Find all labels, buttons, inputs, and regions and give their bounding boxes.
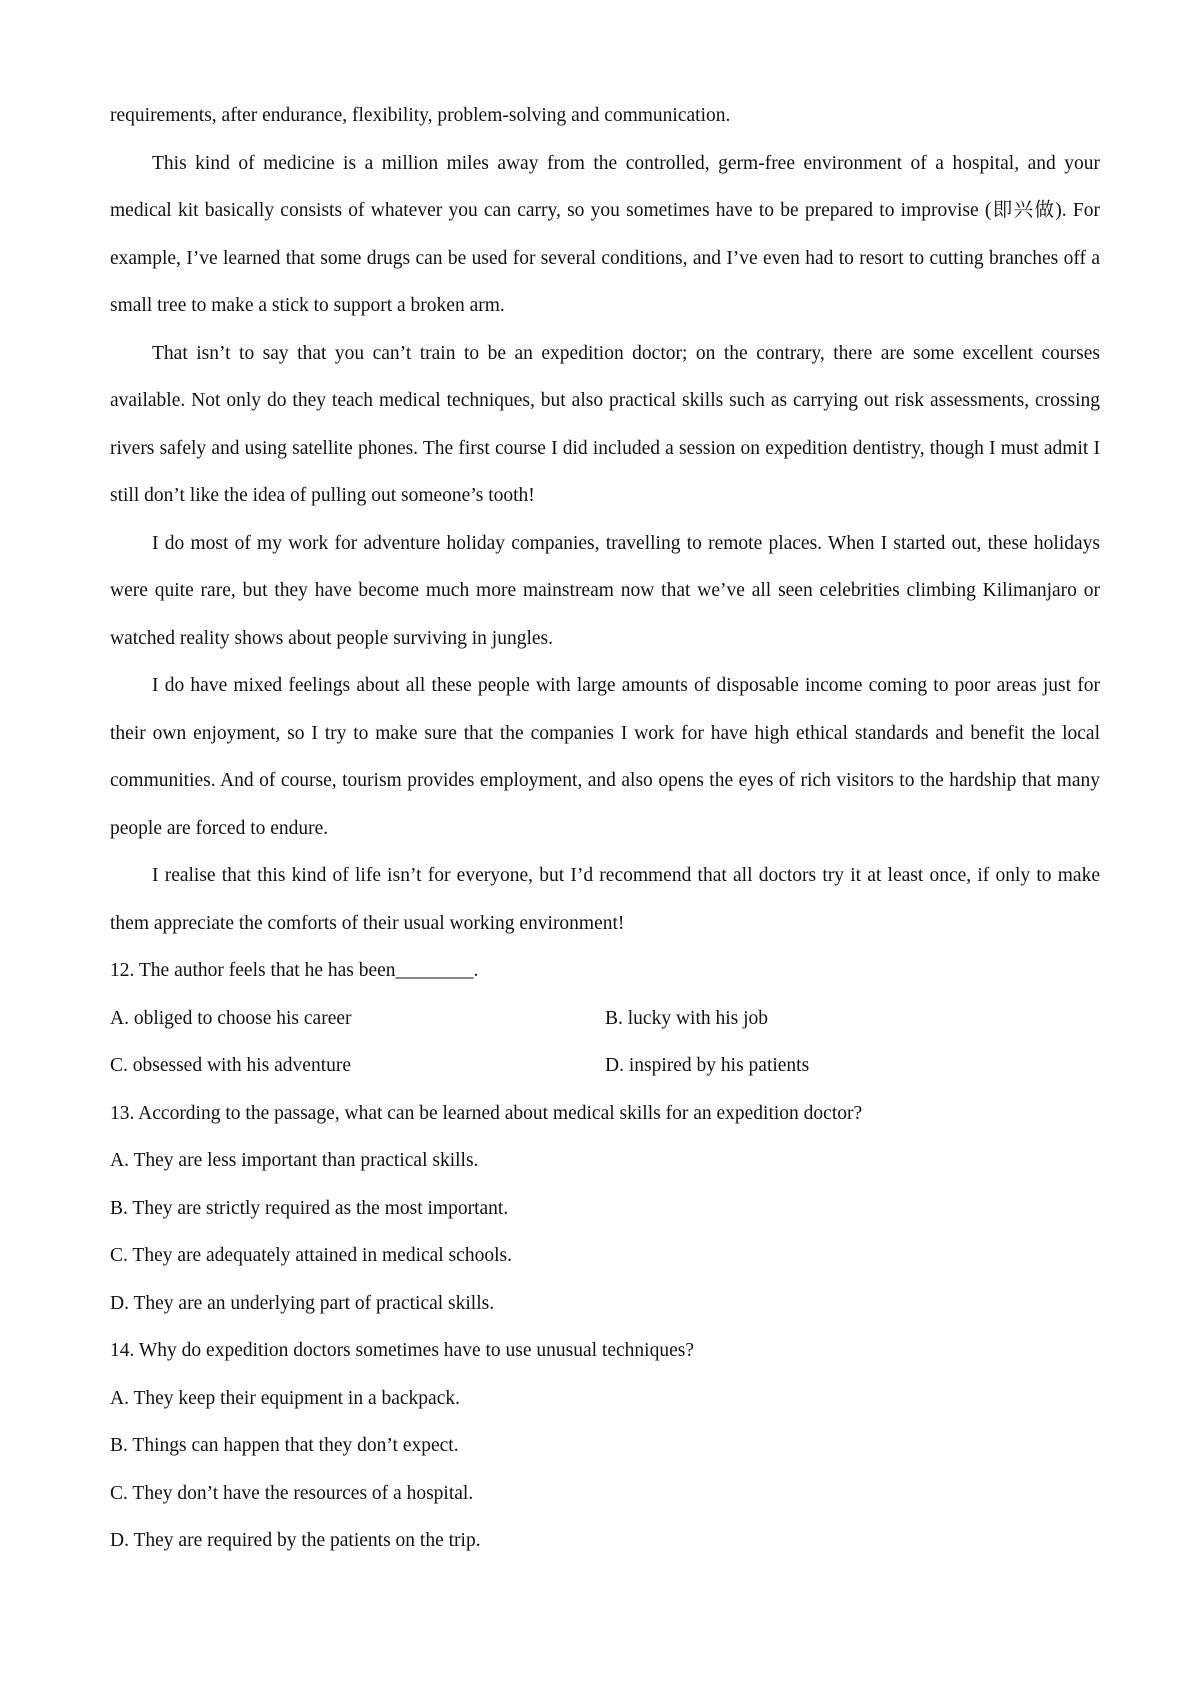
option-b: B. lucky with his job — [605, 1007, 769, 1029]
option-c: C. They don’t have the resources of a hospital. — [110, 1482, 474, 1504]
option-c: C. They are adequately attained in medical schools. — [110, 1245, 512, 1266]
option-b: B. They are strictly required as the most important. — [110, 1197, 509, 1219]
passage-paragraph: I do most of my work for adventure holiday companies, travelling to remote places. When I started out, these holidays were quite rare, but they have become much more mainstream now that we’ve all seen celebrities climbing Kilimanjaro or watched reality shows about people surviving in jungles. — [110, 532, 1100, 649]
option-a: A. obliged to choose his career — [110, 1007, 352, 1029]
option-a: A. They keep their equipment in a backpack. — [110, 1387, 460, 1409]
option-a: A. They are less important than practical skills. — [110, 1150, 479, 1171]
question-stem: 14. Why do expedition doctors sometimes have to use unusual techniques? — [110, 1340, 694, 1361]
options-row — [110, 1042, 1100, 1090]
passage-paragraph: I realise that this kind of life isn’t for everyone, but I’d recommend that all doctors try it at least once, if only to make them appreciate the comforts of their usual working environment! — [110, 865, 1100, 934]
passage-paragraph-continuation: requirements, after endurance, flexibility, problem-solving and communication. — [110, 105, 731, 126]
passage-paragraph: This kind of medicine is a million miles away from the controlled, germ-free environment of a hospital, and your medical kit basically consists of whatever you can carry, so you sometimes have to be prepared to improvise (即兴做). For example, I’ve learned that some drugs can be used for several conditions, and I’ve even had to resort to cutting branches off a small tree to make a stick to support a broken arm. — [110, 152, 1100, 316]
option-d: D. They are required by the patients on the trip. — [110, 1530, 481, 1551]
option-d: D. They are an underlying part of practical skills. — [110, 1292, 495, 1314]
option-d: D. inspired by his patients — [605, 1055, 810, 1076]
option-c: C. obsessed with his adventure — [110, 1055, 352, 1076]
passage-paragraph: I do have mixed feelings about all these people with large amounts of disposable income coming to poor areas just for their own enjoyment, so I try to make sure that the companies I work for have high ethical standards and benefit the local communities. And of course, tourism provides employment, and also opens the eyes of rich visitors to the hardship that many people are forced to endure. — [110, 675, 1100, 839]
passage-paragraph: That isn’t to say that you can’t train to be an expedition doctor; on the contrary, there are some excellent courses available. Not only do they teach medical techniques, but also practical skills such as carrying out risk assessments, crossing rivers safely and using satellite phones. The first course I did included a session on expedition dentistry, though I must admit I still don’t like the idea of pulling out someone’s tooth! — [110, 342, 1100, 506]
question-13 — [110, 1090, 1100, 1328]
question-stem: 13. According to the passage, what can be learned about medical skills for an expedition doctor? — [110, 1102, 863, 1124]
reading-passage — [110, 92, 1100, 947]
option-b: B. Things can happen that they don’t expect. — [110, 1435, 459, 1456]
exam-page — [110, 92, 1100, 1565]
question-stem: 12. The author feels that he has been________. — [110, 960, 479, 981]
question-12 — [110, 947, 1100, 1090]
options-row — [110, 995, 1100, 1043]
question-14 — [110, 1327, 1100, 1565]
